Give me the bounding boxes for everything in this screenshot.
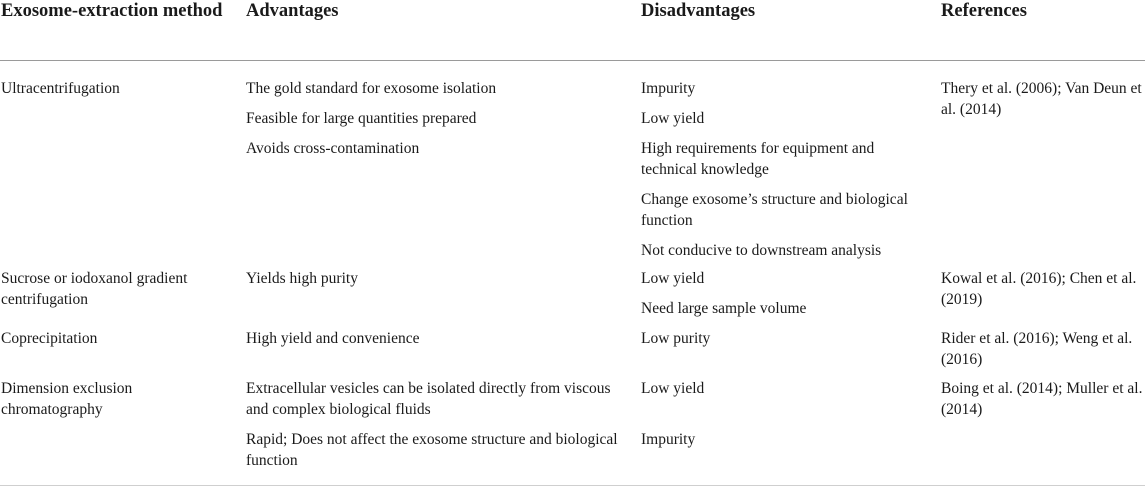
table-header	[0, 0, 1145, 61]
header-disadvantages: Disadvantages	[641, 1, 756, 21]
disadvantage-item: Low yield	[641, 380, 705, 397]
row-advantages	[246, 78, 626, 168]
advantage-item: Feasible for large quantities prepared	[246, 110, 477, 127]
row-disadvantages	[641, 78, 926, 270]
row-references: Rider et al. (2016); Weng et al. (2016)	[941, 330, 1133, 368]
advantage-item: Yields high purity	[246, 270, 358, 287]
advantage-item: Avoids cross-contamination	[246, 140, 420, 157]
row-advantages	[246, 378, 626, 480]
advantage-item: The gold standard for exosome isolation	[246, 80, 497, 97]
row-method: Sucrose or iodoxanol gradient centrifugation	[1, 270, 188, 308]
header-method: Exosome-extraction method	[1, 1, 223, 21]
row-method: Coprecipitation	[1, 330, 98, 347]
row-disadvantages	[641, 268, 926, 328]
disadvantage-item: Low yield	[641, 270, 705, 287]
table-row	[0, 78, 1145, 268]
advantage-item: Rapid; Does not affect the exosome structure and biological function	[246, 431, 618, 469]
disadvantage-item: Low purity	[641, 330, 711, 347]
header-references: References	[941, 1, 1027, 21]
row-advantages	[246, 328, 626, 358]
disadvantage-item: High requirements for equipment and technical knowledge	[641, 140, 875, 178]
row-references: Boing et al. (2014); Muller et al. (2014)	[941, 380, 1143, 418]
row-method: Ultracentrifugation	[1, 80, 120, 97]
table-row	[0, 328, 1145, 378]
disadvantage-item: Change exosome’s structure and biological function	[641, 191, 908, 229]
disadvantage-item: Need large sample volume	[641, 300, 807, 317]
disadvantage-item: Impurity	[641, 80, 696, 97]
row-references: Kowal et al. (2016); Chen et al. (2019)	[941, 270, 1137, 308]
disadvantage-item: Not conducive to downstream analysis	[641, 242, 882, 259]
advantage-item: Extracellular vesicles can be isolated directly from viscous and complex biological fluids	[246, 380, 611, 418]
disadvantage-item: Low yield	[641, 110, 705, 127]
row-disadvantages	[641, 328, 926, 358]
row-references: Thery et al. (2006); Van Deun et al. (2014)	[941, 80, 1142, 118]
table-bottom-rule	[0, 485, 1145, 486]
table-row	[0, 378, 1145, 478]
disadvantage-item: Impurity	[641, 431, 696, 448]
header-advantages: Advantages	[246, 1, 339, 21]
table-row	[0, 268, 1145, 328]
advantage-item: High yield and convenience	[246, 330, 420, 347]
row-disadvantages	[641, 378, 926, 459]
row-advantages	[246, 268, 626, 298]
row-method: Dimension exclusion chromatography	[1, 380, 133, 418]
